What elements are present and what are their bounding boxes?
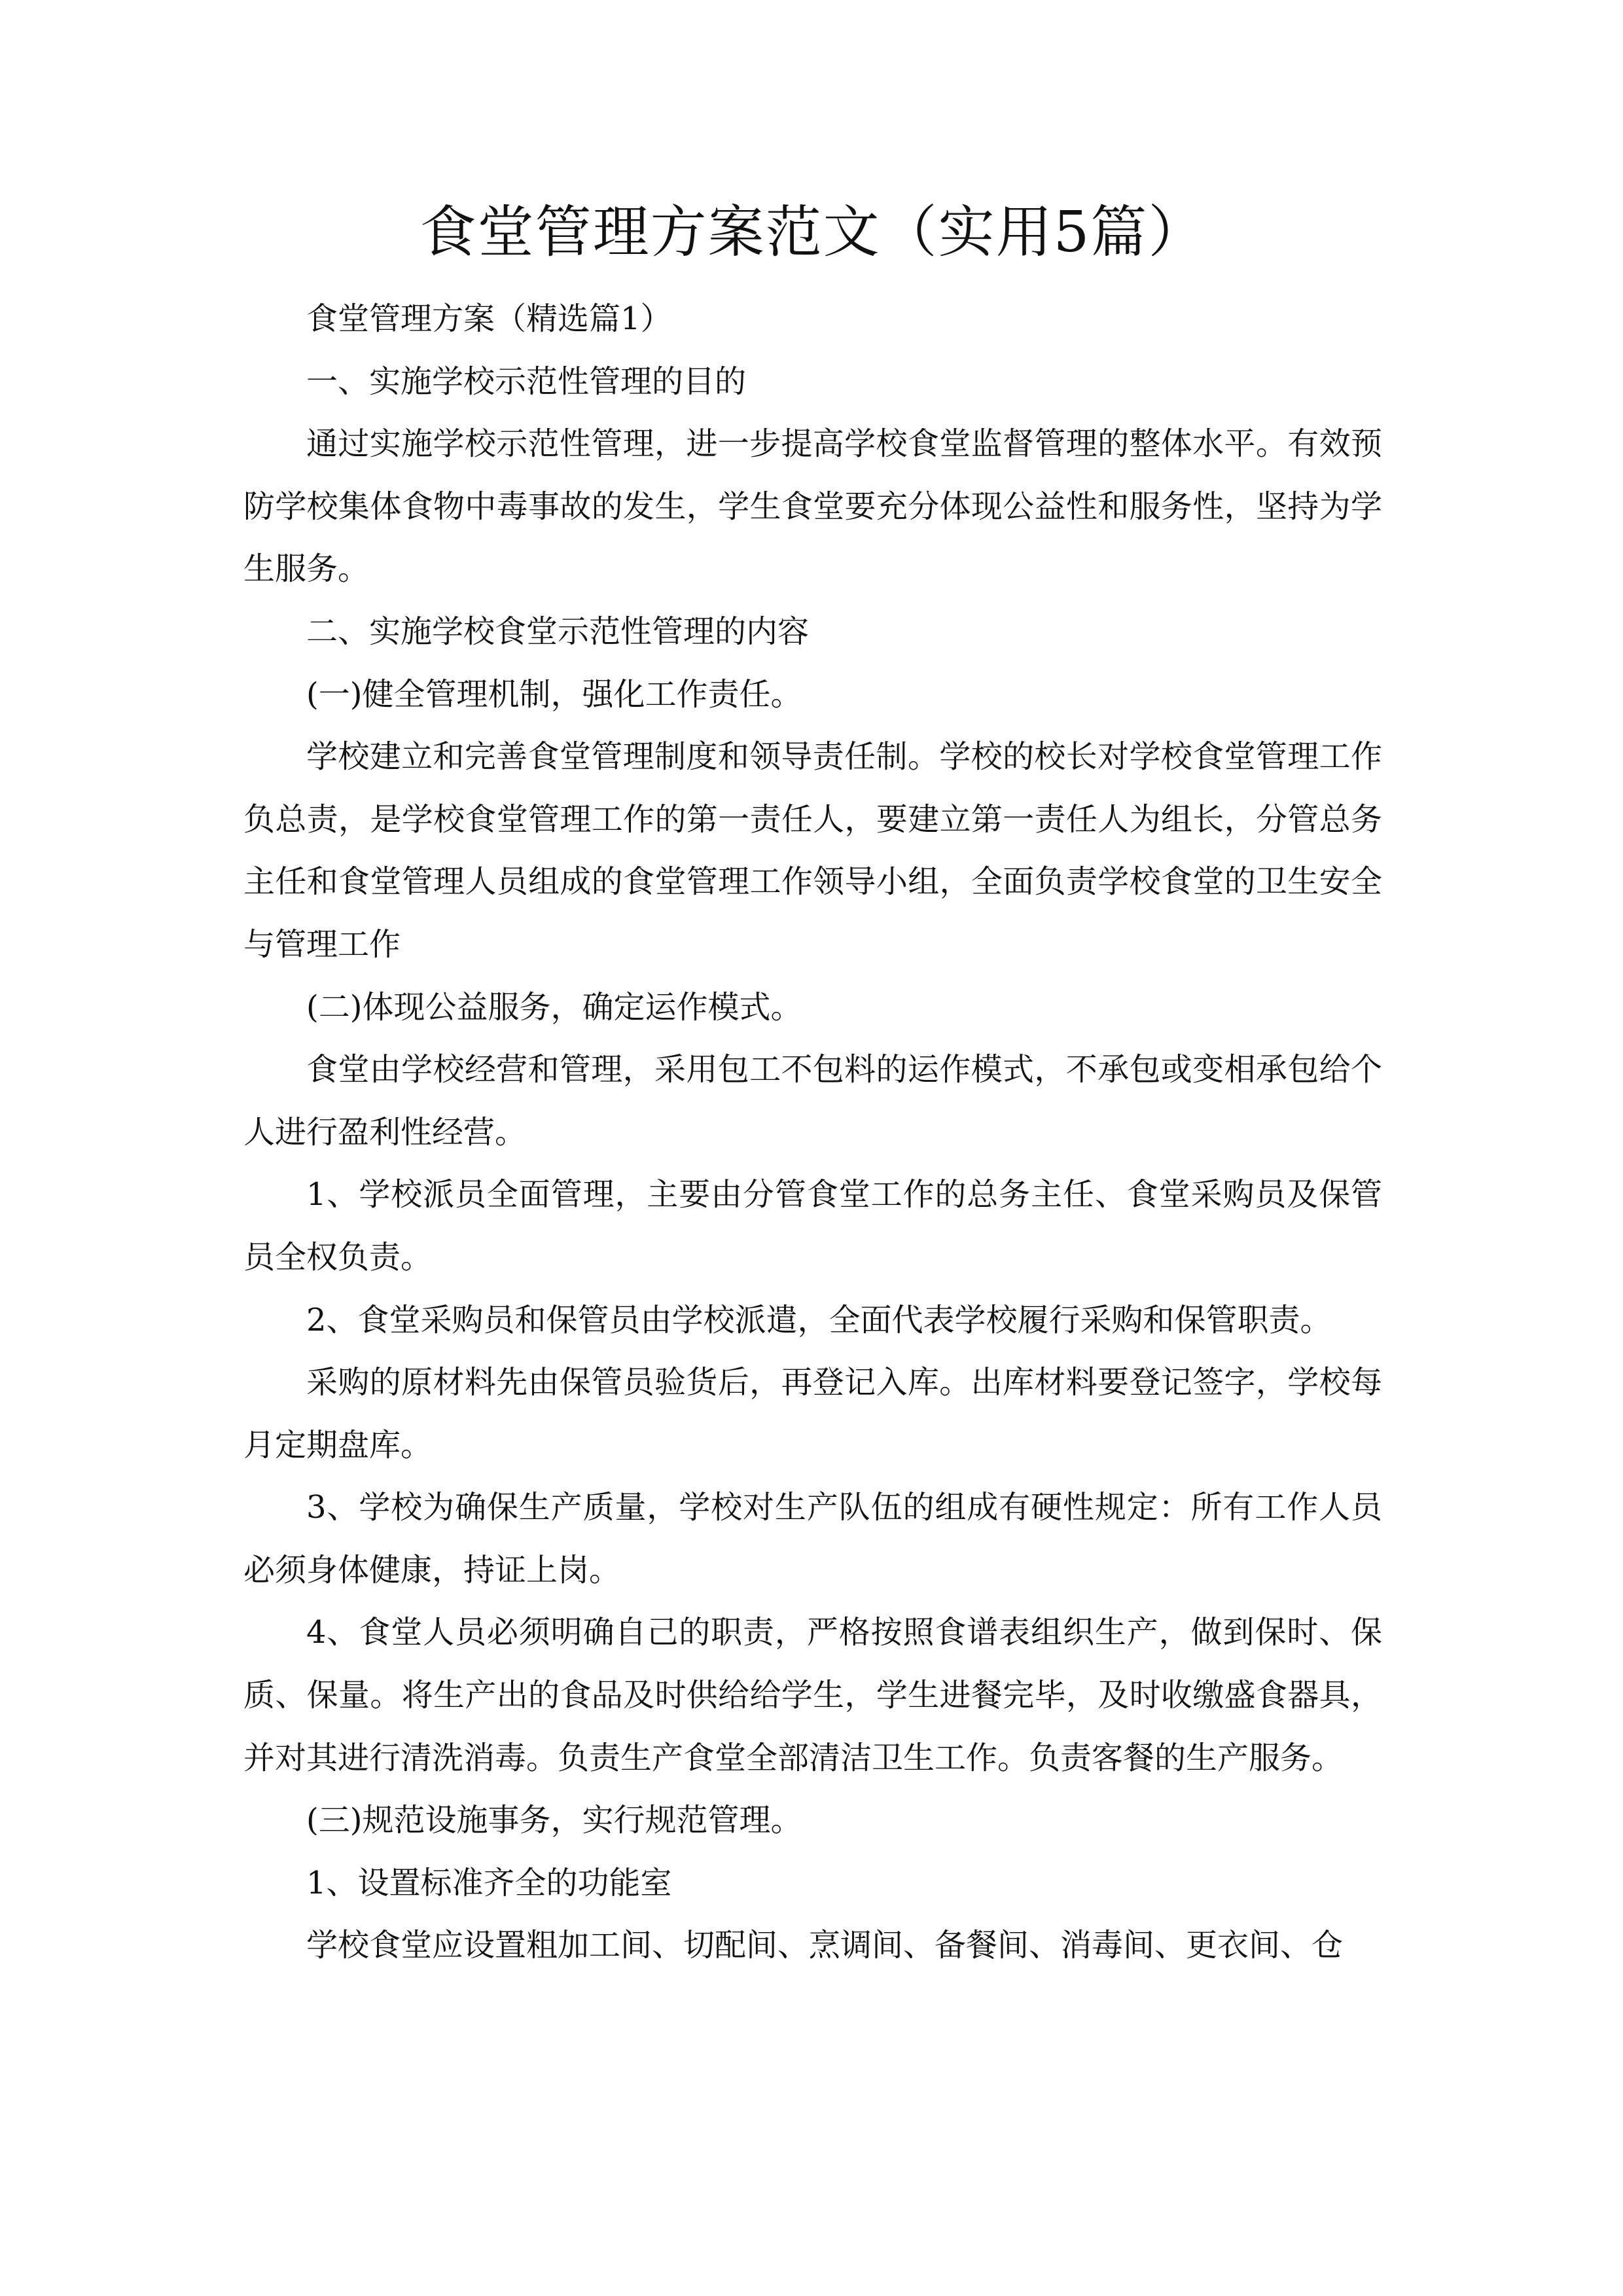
document-title: 食堂管理方案范文（实用5篇） bbox=[419, 200, 1206, 265]
list-item-4-staff-duties: 4、食堂人员必须明确自己的职责，严格按照食谱表组织生产，做到保时、保质、保量。将生产出的食品及时供给给学生，学生进餐完毕，及时收缴盛食器具，并对其进行清洗消毒。负责生产食堂全部清洁卫生工作。负责客餐的生产服务。 bbox=[243, 1614, 1382, 1776]
subheading-management-mechanism: (一)健全管理机制，强化工作责任。 bbox=[306, 675, 802, 713]
paragraph-operation-mode: 食堂由学校经营和管理，采用包工不包料的运作模式，不承包或变相承包给个人进行盈利性经营。 bbox=[243, 1051, 1382, 1151]
paragraph-purpose: 通过实施学校示范性管理，进一步提高学校食堂监督管理的整体水平。有效预防学校集体食物中毒事故的发生，学生食堂要充分体现公益性和服务性，坚持为学生服务。 bbox=[243, 425, 1382, 588]
paragraph-responsibility-system: 学校建立和完善食堂管理制度和领导责任制。学校的校长对学校食堂管理工作负总责，是学校食堂管理工作的第一责任人，要建立第一责任人为组长，分管总务主任和食堂管理人员组成的食堂管理工作领导小组，全面负责学校食堂的卫生安全与管理工作 bbox=[243, 738, 1382, 963]
paragraph-function-rooms: 学校食堂应设置粗加工间、切配间、烹调间、备餐间、消毒间、更衣间、仓 bbox=[306, 1927, 1344, 1964]
list-item-1-function-rooms: 1、设置标准齐全的功能室 bbox=[306, 1864, 672, 1901]
subheading-facilities: (三)规范设施事务，实行规范管理。 bbox=[306, 1802, 802, 1839]
list-item-3-staff-health: 3、学校为确保生产质量，学校对生产队伍的组成有硬性规定：所有工作人员必须身体健康，持证上岗。 bbox=[243, 1489, 1382, 1588]
paragraph-inventory: 采购的原材料先由保管员验货后，再登记入库。出库材料要登记签字，学校每月定期盘库。 bbox=[243, 1364, 1382, 1463]
list-item-1-management: 1、学校派员全面管理，主要由分管食堂工作的总务主任、食堂采购员及保管员全权负责。 bbox=[243, 1176, 1382, 1276]
section-heading-purpose: 一、实施学校示范性管理的目的 bbox=[306, 363, 747, 400]
section-heading-chapter-1: 食堂管理方案（精选篇1） bbox=[306, 300, 672, 337]
subheading-operation-mode: (二)体现公益服务，确定运作模式。 bbox=[306, 988, 802, 1026]
section-heading-content: 二、实施学校食堂示范性管理的内容 bbox=[306, 613, 810, 650]
list-item-2-purchasing: 2、食堂采购员和保管员由学校派遣，全面代表学校履行采购和保管职责。 bbox=[306, 1301, 1332, 1338]
document-body bbox=[243, 288, 1382, 1977]
